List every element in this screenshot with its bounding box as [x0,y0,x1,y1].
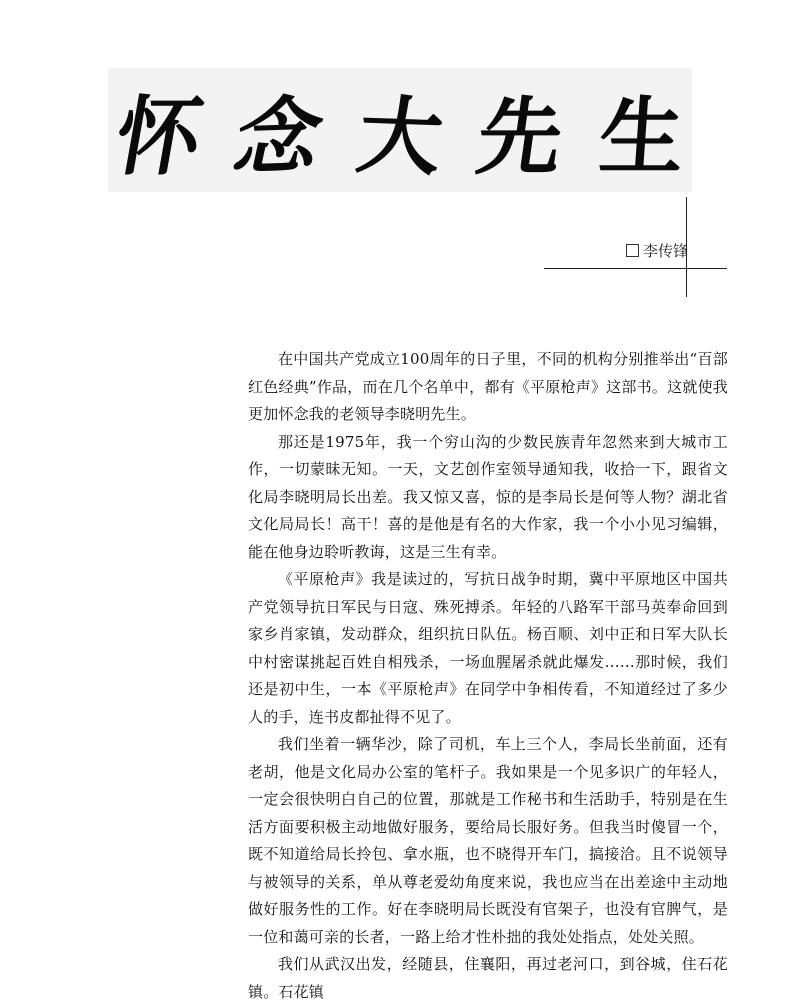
paragraph: 那还是1975年，我一个穷山沟的少数民族青年忽然来到大城市工作，一切蒙昧无知。一天，文艺创作室领导通知我，收拾一下，跟省文化局李晓明局长出差。我又惊又喜，惊的是李局长是何等人物？湖北省文化局局长！高干！喜的是他是有名的大作家，我一个小小见习编辑，能在他身边聆听教诲，这是三生有幸。 [248,432,728,561]
paragraph: 在中国共产党成立100周年的日子里，不同的机构分别推举出“百部红色经典”作品，而在几个名单中，都有《平原枪声》这部书。这就使我更加怀念我的老领导李晓明先生。 [248,350,728,423]
paragraph: 我们从武汉出发，经随县，住襄阳，再过老河口，到谷城，住石花镇。石花镇 [248,955,728,1001]
title-char: 大 [351,84,455,188]
title-char: 怀 [108,85,216,187]
square-bullet-icon [626,244,639,257]
title-char: 念 [226,84,339,188]
author-byline [626,240,688,261]
paragraph: 我们坐着一辆华沙，除了司机，车上三个人，李局长坐前面，还有老胡，他是文化局办公室的笔杆子。我如果是一个见多识广的年轻人，一定会很快明白自己的位置，那就是工作秘书和生活助手，特别是在生活方面要积极主动地做好服务，要给局长服好务。但我当时傻冒一个，既不知道给局长拎包、拿水瓶，也不晓得开车门，搞接洽。且不说领导与被领导的关系，单从尊老爱幼角度来说，我也应当在出差途中主动地做好服务性的工作。好在李晓明局长既没有官架子，也没有官脾气，是一位和蔼可亲的长者，一路上给才性朴拙的我处处指点，处处关照。 [248,735,728,946]
article-body [248,346,728,1006]
paragraph: 《平原枪声》我是读过的，写抗日战争时期，冀中平原地区中国共产党领导抗日军民与日寇、殊死搏杀。年轻的八路军干部马英奉命回到家乡肖家镇，发动群众，组织抗日队伍。杨百顺、刘中正和日军大队长中村密谋挑起百姓自相残杀，一场血腥屠杀就此爆发……那时候，我们还是初中生，一本《平原枪声》在同学中争相传看，不知道经过了多少人的手，连书皮都扯得不见了。 [248,570,728,726]
title-char: 先 [471,86,576,186]
title-char: 生 [596,86,693,186]
calligraphy-title [108,72,693,188]
decorative-horizontal-rule [544,268,727,269]
author-name: 李传锋 [642,242,688,260]
